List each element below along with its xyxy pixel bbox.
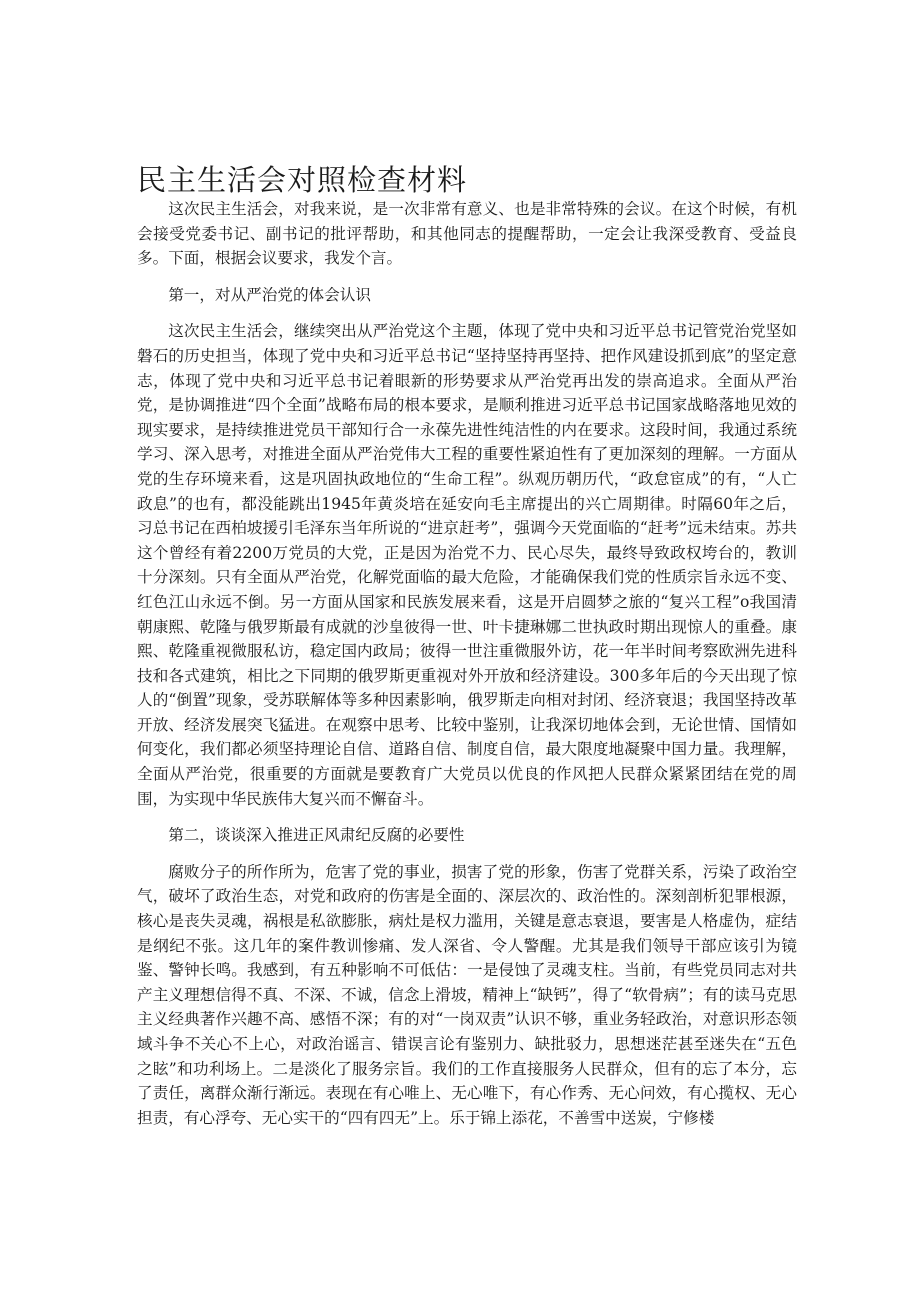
document-title: 民主生活会对照检查材料 — [137, 163, 468, 198]
section2-heading: 第二，谈谈深入推进正风肃纪反腐的必要性 — [168, 826, 465, 845]
document-body — [137, 197, 797, 1130]
intro-paragraph: 这次民主生活会，对我来说，是一次非常有意义、也是非常特殊的会议。在这个时候，有机会接受党委书记、副书记的批评帮助，和其他同志的提醒帮助，一定会让我深受教育、受益良多。下面，根据会议要求，我发个言。 — [137, 200, 797, 268]
section2-paragraph: 腐败分子的所作所为，危害了党的事业，损害了党的形象，伤害了党群关系，污染了政治空气，破坏了政治生态，对党和政府的伤害是全面的、深层次的、政治性的。深刻剖析犯罪根源，核心是丧失灵魂，祸根是私欲膨胀，病灶是权力滥用，关键是意志衰退，要害是人格虚伪，症结是纲纪不张。这几年的案件教训惨痛、发人深省、令人警醒。尤其是我们领导干部应该引为镜鉴、警钟长鸣。我感到，有五种影响不可低估：一是侵蚀了灵魂支柱。当前，有些党员同志对共产主义理想信得不真、不深、不诚，信念上滑坡，精神上“缺钙”，得了“软骨病”；有的读马克思主义经典著作兴趣不高、感悟不深；有的对“一岗双责”认识不够，重业务轻政治，对意识形态领域斗争不关心不上心，对政治谣言、错误言论有鉴别力、缺批驳力，思想迷茫甚至迷失在“五色之眩”和功利场上。二是淡化了服务宗旨。我们的工作直接服务人民群众，但有的忘了本分，忘了责任，离群众渐行渐远。表现在有心唯上、无心唯下，有心作秀、无心问效，有心揽权、无心担责，有心浮夸、无心实干的“四有四无”上。乐于锦上添花，不善雪中送炭，宁修楼 — [137, 862, 797, 1127]
section1-heading: 第一，对从严治党的体会认识 — [168, 285, 371, 304]
section1-paragraph: 这次民主生活会，继续突出从严治党这个主题，体现了党中央和习近平总书记管党治党坚如磐石的历史担当，体现了党中央和习近平总书记“坚持坚持再坚持、把作风建设抓到底”的坚定意志，体现了党中央和习近平总书记着眼新的形势要求从严治党再出发的崇高追求。全面从严治党，是协调推进“四个全面”战略布局的根本要求，是顺利推进习近平总书记国家战略落地见效的现实要求，是持续推进党员干部知行合一永葆先进性纯洁性的内在要求。这段时间，我通过系统学习、深入思考，对推进全面从严治党伟大工程的重要性紧迫性有了更加深刻的理解。一方面从党的生存环境来看，这是巩固执政地位的“生命工程”。纵观历朝历代，“政怠宦成”的有，“人亡政息”的也有，都没能跳出1945年黄炎培在延安向毛主席提出的兴亡周期律。时隔60年之后，习总书记在西柏坡援引毛泽东当年所说的“进京赶考”，强调今天党面临的“赶考”远未结束。苏共这个曾经有着2200万党员的大党，正是因为治党不力、民心尽失，最终导致政权垮台的，教训十分深刻。只有全面从严治党，化解党面临的最大危险，才能确保我们党的性质宗旨永远不变、红色江山永远不倒。另一方面从国家和民族发展来看，这是开启圆梦之旅的“复兴工程”o我国清朝康熙、乾隆与俄罗斯最有成就的沙皇彼得一世、叶卡捷琳娜二世执政时期出现惊人的重叠。康熙、乾隆重视微服私访，稳定国内政局；彼得一世注重微服外访，花一年半时间考察欧洲先进科技和各式建筑，相比之下同期的俄罗斯更重视对外开放和经济建设。300多年后的今天出现了惊人的“倒置”现象，受苏联解体等多种因素影响，俄罗斯走向相对封闭、经济衰退；我国坚持改革开放、经济发展突飞猛进。在观察中思考、比较中鉴别，让我深切地体会到，无论世情、国情如何变化，我们都必须坚持理论自信、道路自信、制度自信，最大限度地凝聚中国力量。我理解，全面从严治党，很重要的方面就是要教育广大党员以优良的作风把人民群众紧紧团结在党的周围，为实现中华民族伟大复兴而不懈奋斗。 — [137, 322, 797, 808]
